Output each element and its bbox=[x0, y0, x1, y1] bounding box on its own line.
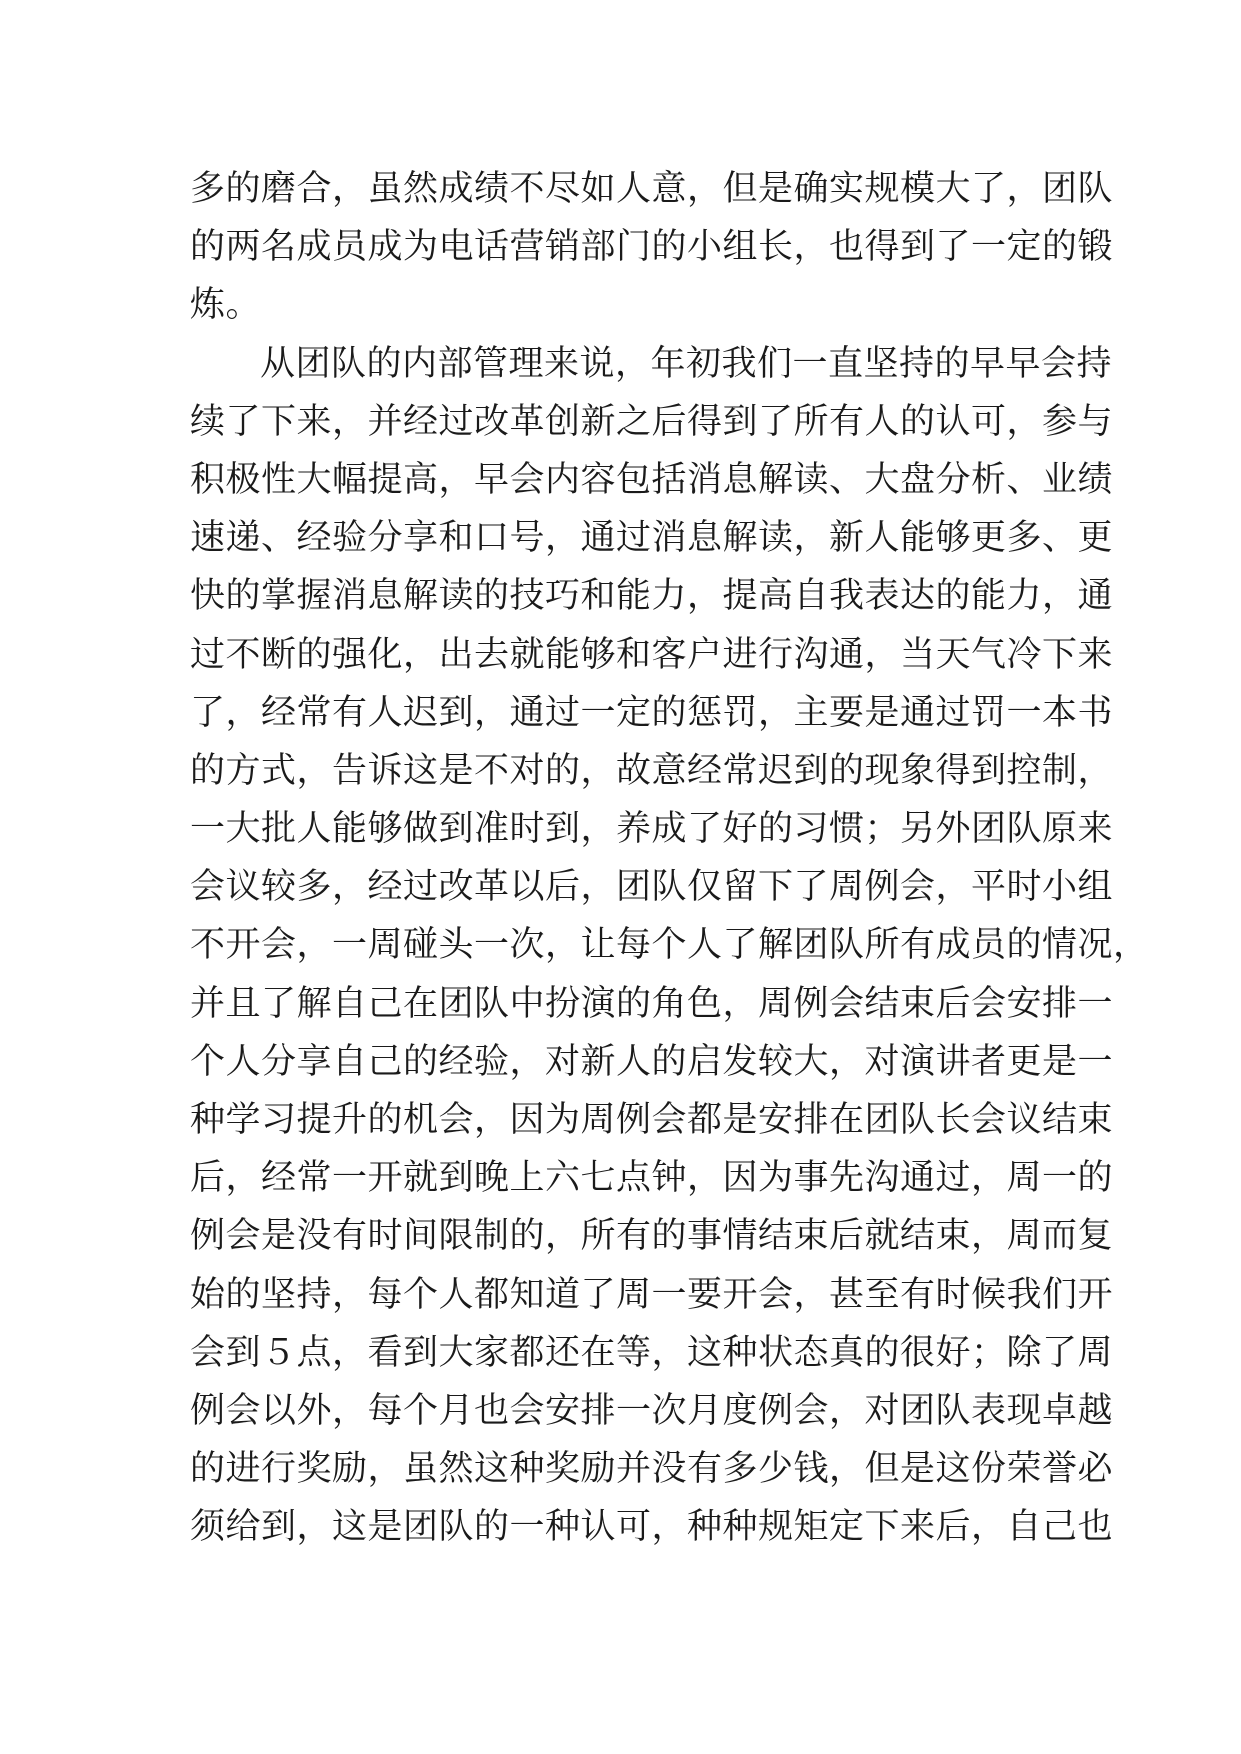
text-line: 炼。 bbox=[190, 285, 262, 326]
text-line: 个人分享自己的经验，对新人的启发较大，对演讲者更是一 bbox=[190, 1041, 1114, 1082]
text-line: 速递、经验分享和口号，通过消息解读，新人能够更多、更 bbox=[190, 518, 1114, 559]
text-line: 续了下来，并经过改革创新之后得到了所有人的认可，参与 bbox=[190, 401, 1114, 442]
text-line: 了，经常有人迟到，通过一定的惩罚，主要是通过罚一本书 bbox=[190, 692, 1114, 733]
text-line: 会议较多，经过改革以后，团队仅留下了周例会，平时小组 bbox=[190, 867, 1114, 908]
text-line: 始的坚持，每个人都知道了周一要开会，甚至有时候我们开 bbox=[190, 1274, 1114, 1315]
text-line: 的方式，告诉这是不对的，故意经常迟到的现象得到控制， bbox=[190, 750, 1114, 791]
text-line: 积极性大幅提高，早会内容包括消息解读、大盘分析、业绩 bbox=[190, 459, 1114, 500]
text-line: 须给到，这是团队的一种认可，种种规矩定下来后，自己也 bbox=[190, 1507, 1114, 1548]
body-text bbox=[190, 160, 1149, 1557]
text-line: 例会是没有时间限制的，所有的事情结束后就结束，周而复 bbox=[190, 1216, 1114, 1257]
text-line: 的进行奖励，虽然这种奖励并没有多少钱，但是这份荣誉必 bbox=[190, 1449, 1114, 1490]
text-line: 过不断的强化，出去就能够和客户进行沟通，当天气冷下来 bbox=[190, 634, 1114, 675]
text-line: 例会以外，每个月也会安排一次月度例会，对团队表现卓越 bbox=[190, 1390, 1114, 1431]
text-line: 后，经常一开就到晚上六七点钟，因为事先沟通过，周一的 bbox=[190, 1158, 1114, 1199]
text-line: 多的磨合，虽然成绩不尽如人意，但是确实规模大了，团队 bbox=[190, 169, 1114, 209]
text-line: 不开会，一周碰头一次，让每个人了解团队所有成员的情况， bbox=[190, 925, 1149, 966]
text-line: 快的掌握消息解读的技巧和能力，提高自我表达的能力，通 bbox=[190, 576, 1114, 617]
text-line: 并且了解自己在团队中扮演的角色，周例会结束后会安排一 bbox=[190, 983, 1114, 1024]
text-line: 一大批人能够做到准时到，养成了好的习惯；另外团队原来 bbox=[190, 809, 1114, 850]
text-line: 会到５点，看到大家都还在等，这种状态真的很好；除了周 bbox=[190, 1332, 1114, 1373]
paragraph-first-line: 从团队的内部管理来说，年初我们一直坚持的早早会持 bbox=[260, 343, 1113, 384]
text-line: 的两名成员成为电话营销部门的小组长，也得到了一定的锻 bbox=[190, 227, 1114, 268]
text-line: 种学习提升的机会，因为周例会都是安排在团队长会议结束 bbox=[190, 1100, 1114, 1140]
